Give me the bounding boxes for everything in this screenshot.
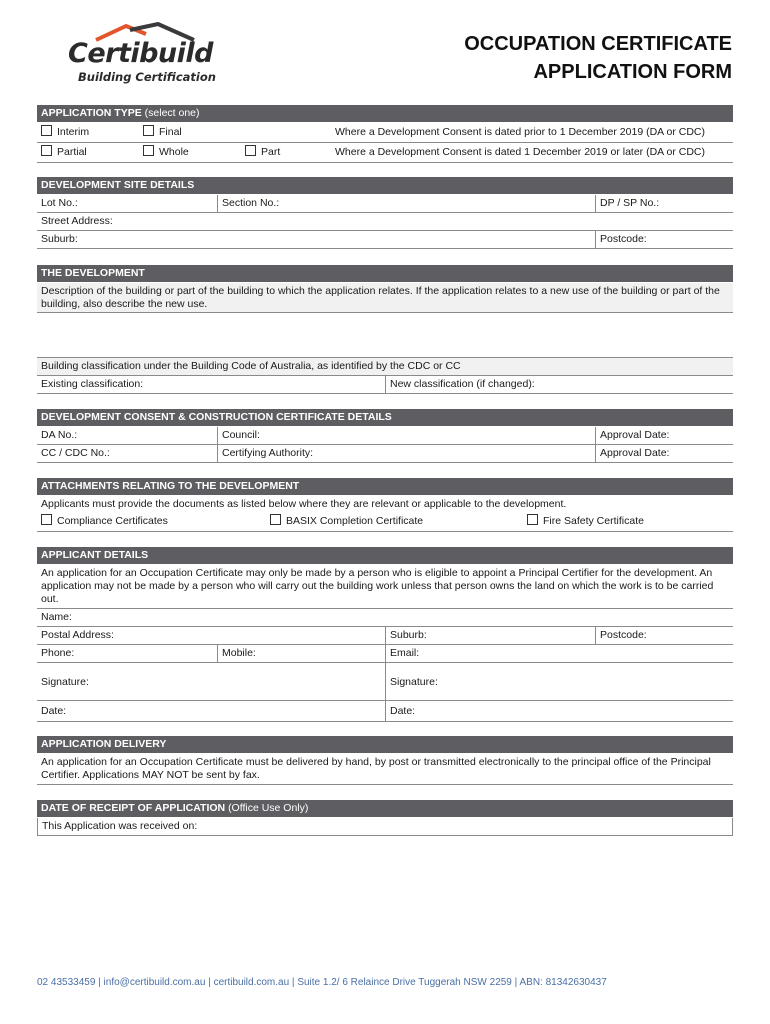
approval-date-field-2[interactable]: Approval Date: <box>595 445 733 462</box>
part-checkbox[interactable]: Part <box>245 143 280 162</box>
site-row-1 <box>37 195 733 213</box>
certifying-authority-field[interactable]: Certifying Authority: <box>217 445 595 462</box>
received-on-field[interactable]: This Application was received on: <box>42 820 198 832</box>
application-type-row-1 <box>37 123 733 143</box>
basix-certificate-checkbox[interactable]: BASIX Completion Certificate <box>270 512 423 531</box>
receipt-row <box>37 818 733 836</box>
delivery-text: An application for an Occupation Certificate must be delivered by hand, by post or transmitted electronically to the principal office of the Principal Certifier. Applications MAY NOT be sent by fax. <box>41 756 711 781</box>
attachments-intro-row <box>37 496 733 512</box>
classification-label: Building classification under the Building Code of Australia, as identified by the CDC or CC <box>41 360 461 372</box>
site-heading: DEVELOPMENT SITE DETAILS <box>37 177 733 194</box>
applicant-postcode-field[interactable]: Postcode: <box>595 627 733 644</box>
classification-row <box>37 358 733 376</box>
attachments-options-row <box>37 512 733 532</box>
checkbox-icon[interactable] <box>270 514 281 525</box>
certibuild-logo <box>66 22 256 84</box>
applicant-row-signature <box>37 663 733 701</box>
site-row-3 <box>37 231 733 249</box>
fire-safety-certificate-checkbox[interactable]: Fire Safety Certificate <box>527 512 644 531</box>
council-field[interactable]: Council: <box>217 427 595 444</box>
site-row-2 <box>37 213 733 231</box>
date-field-2[interactable]: Date: <box>385 701 733 721</box>
lot-field[interactable]: Lot No.: <box>41 197 78 209</box>
consent-row-1 <box>37 427 733 445</box>
applicant-suburb-field[interactable]: Suburb: <box>385 627 595 644</box>
section-field[interactable]: Section No.: <box>217 195 595 212</box>
existing-classification-field[interactable]: Existing classification: <box>41 378 144 390</box>
partial-checkbox[interactable]: Partial <box>41 143 87 162</box>
date-field-1[interactable]: Date: <box>41 705 67 717</box>
checkbox-icon[interactable] <box>245 145 256 156</box>
checkbox-icon[interactable] <box>527 514 538 525</box>
delivery-heading: APPLICATION DELIVERY <box>37 736 733 753</box>
applicant-heading: APPLICANT DETAILS <box>37 547 733 564</box>
signature-field-2[interactable]: Signature: <box>385 663 733 700</box>
attachments-intro: Applicants must provide the documents as listed below where they are relevant or applicable to the development. <box>41 498 567 510</box>
compliance-certificates-checkbox[interactable]: Compliance Certificates <box>41 512 168 531</box>
postcode-field[interactable]: Postcode: <box>595 231 733 248</box>
logo-tagline: Building Certification <box>78 70 216 84</box>
suburb-field[interactable]: Suburb: <box>41 233 78 245</box>
checkbox-icon[interactable] <box>143 125 154 136</box>
email-field[interactable]: Email: <box>385 645 733 662</box>
application-type-heading: APPLICATION TYPE (select one) <box>37 105 733 122</box>
dp-field[interactable]: DP / SP No.: <box>595 195 733 212</box>
street-field[interactable]: Street Address: <box>41 215 113 227</box>
applicant-intro-row <box>37 565 733 609</box>
interim-checkbox[interactable]: Interim <box>41 123 89 142</box>
logo-wordmark: Certibuild <box>68 38 213 69</box>
development-heading: THE DEVELOPMENT <box>37 265 733 282</box>
new-classification-field[interactable]: New classification (if changed): <box>385 376 733 393</box>
applicant-row-date <box>37 701 733 722</box>
checkbox-icon[interactable] <box>41 145 52 156</box>
delivery-text-row <box>37 754 733 785</box>
signature-field-1[interactable]: Signature: <box>41 676 89 688</box>
consent-heading: DEVELOPMENT CONSENT & CONSTRUCTION CERTIFICATE DETAILS <box>37 409 733 426</box>
consent-after-note: Where a Development Consent is dated 1 December 2019 or later (DA or CDC) <box>335 146 706 158</box>
application-type-row-2 <box>37 143 733 163</box>
checkbox-icon[interactable] <box>143 145 154 156</box>
attachments-heading: ATTACHMENTS RELATING TO THE DEVELOPMENT <box>37 478 733 495</box>
receipt-heading: DATE OF RECEIPT OF APPLICATION (Office Use Only) <box>37 800 733 817</box>
mobile-field[interactable]: Mobile: <box>217 645 385 662</box>
cc-field[interactable]: CC / CDC No.: <box>41 447 110 459</box>
consent-row-2 <box>37 445 733 463</box>
applicant-row-phone <box>37 645 733 663</box>
description-label: Description of the building or part of the building to which the application relates. If the application relates to a new use of the building or part of the building, also describe the new use. <box>41 285 720 310</box>
consent-before-note: Where a Development Consent is dated prior to 1 December 2019 (DA or CDC) <box>335 126 706 138</box>
applicant-row-name <box>37 609 733 627</box>
applicant-row-postal <box>37 627 733 645</box>
description-label-row <box>37 283 733 313</box>
description-input[interactable] <box>37 313 733 358</box>
postal-address-field[interactable]: Postal Address: <box>41 629 114 641</box>
approval-date-field-1[interactable]: Approval Date: <box>595 427 733 444</box>
footer-contact: 02 43533459 | info@certibuild.com.au | certibuild.com.au | Suite 1.2/ 6 Relaince Drive Tuggerah NSW 2259 | ABN: 81342630437 <box>37 977 607 988</box>
phone-field[interactable]: Phone: <box>41 647 75 659</box>
page-title: OCCUPATION CERTIFICATE APPLICATION FORM <box>464 33 732 83</box>
checkbox-icon[interactable] <box>41 514 52 525</box>
da-field[interactable]: DA No.: <box>41 429 78 441</box>
name-field[interactable]: Name: <box>41 611 72 623</box>
checkbox-icon[interactable] <box>41 125 52 136</box>
whole-checkbox[interactable]: Whole <box>143 143 189 162</box>
final-checkbox[interactable]: Final <box>143 123 182 142</box>
classification-fields-row <box>37 376 733 394</box>
applicant-intro: An application for an Occupation Certificate may only be made by a person who is eligible to appoint a Principal Certifier for the development. An application may not be made by a person who will carry out the building work unless that person owns the land on which the work is to be carried out. <box>41 567 714 605</box>
